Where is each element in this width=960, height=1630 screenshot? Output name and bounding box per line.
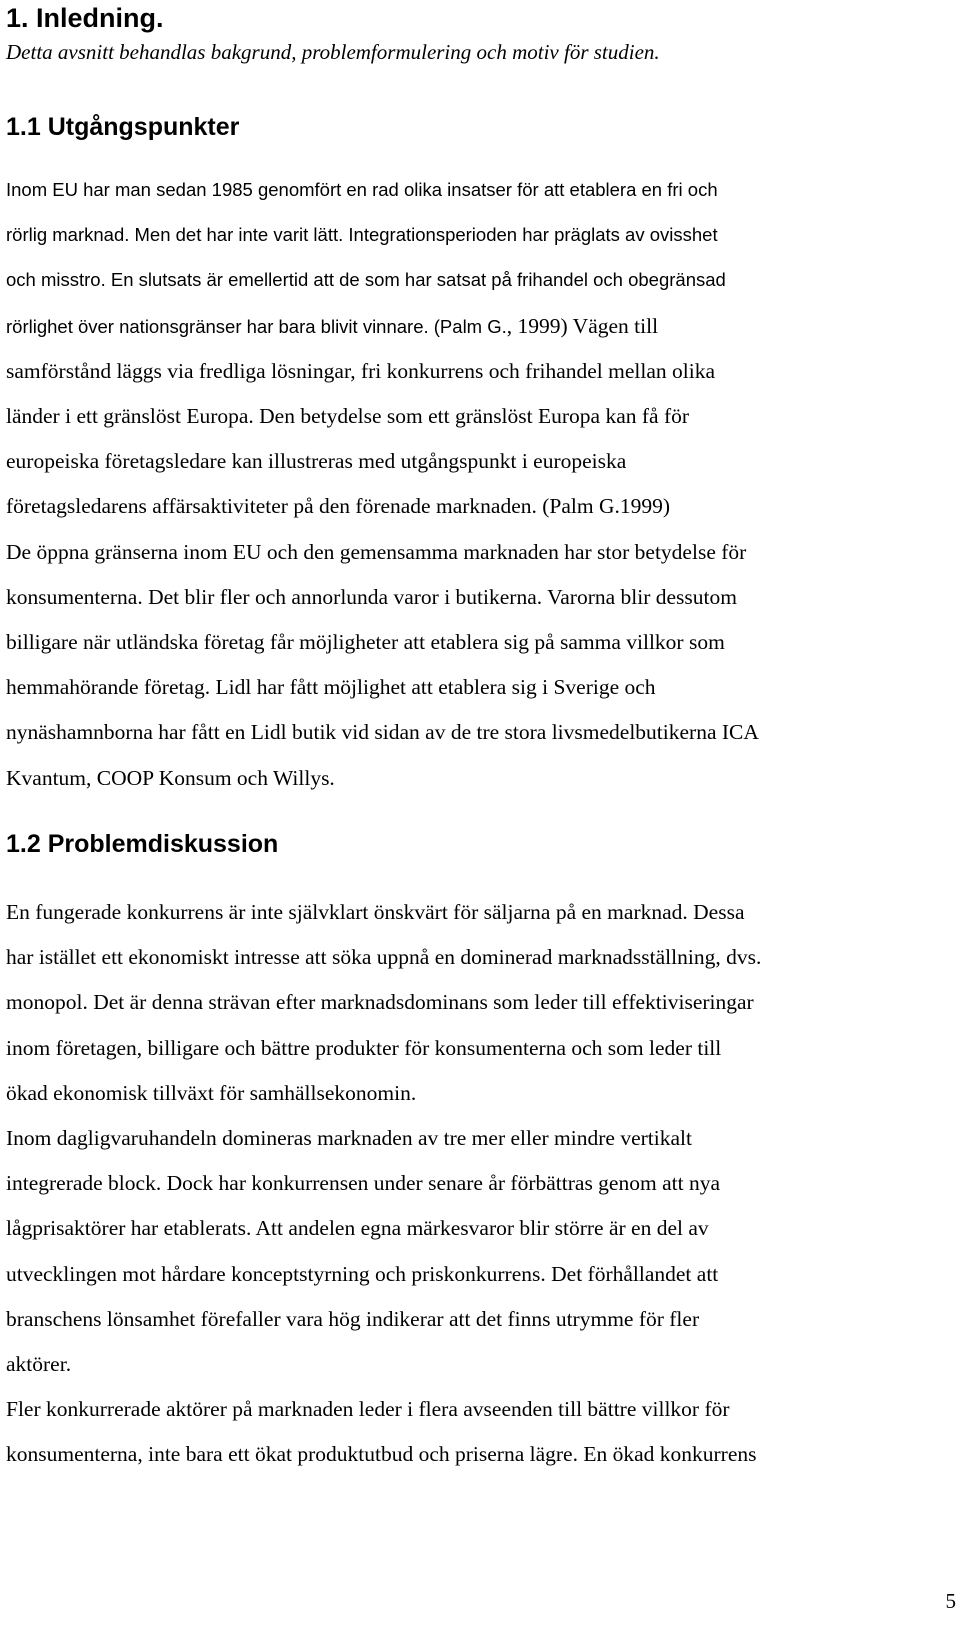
- text-line: [6, 764, 335, 793]
- text-segment: länder i ett gränslöst Europa. Den betydelse som ett gränslöst Europa kan få för: [6, 404, 690, 428]
- text-line: [6, 673, 656, 702]
- page-number: 5: [945, 1589, 956, 1613]
- text-segment: konsumenterna, inte bara ett ökat produktutbud och priserna lägre. En ökad konkurrens: [6, 1442, 757, 1467]
- text-segment: De öppna gränserna inom EU och den gemensamma marknaden har stor betydelse för: [6, 539, 747, 564]
- text-segment: hemmahörande företag. Lidl har fått möjlighet att etablera sig i Sverige och: [6, 675, 656, 700]
- text-segment: samförstånd läggs via fredliga lösningar, fri konkurrens och frihandel mellan olika: [6, 358, 716, 383]
- text-segment: Kvantum, COOP Konsum och Willys.: [6, 765, 335, 790]
- text-line: [6, 402, 689, 431]
- text-line: [6, 943, 761, 972]
- text-line: [6, 447, 626, 476]
- text-line: [6, 1214, 709, 1243]
- text-segment: , 1999) Vägen till: [506, 313, 659, 338]
- text-segment: ökad ekonomisk tillväxt för samhällsekonomin.: [6, 1080, 417, 1105]
- text-segment: rörlig marknad. Men det har inte varit lätt. Integrationsperioden har präglats av ovisshet: [6, 224, 718, 246]
- text-segment: konsumenterna. Det blir fler och annorlunda varor i butikerna. Varorna blir dessutom: [6, 584, 737, 609]
- text-segment: nynäshamnborna har fått en Lidl butik vid sidan av de tre stora livsmedelbutikerna ICA: [6, 720, 759, 745]
- text-segment: Inom dagligvaruhandeln domineras marknaden av tre mer eller mindre vertikalt: [6, 1126, 692, 1150]
- text-line: [6, 357, 715, 386]
- section-heading-utgangspunkter: 1.1 Utgångspunkter: [6, 113, 240, 141]
- chapter-intro: Detta avsnitt behandlas bakgrund, problemformulering och motiv för studien.: [6, 40, 660, 64]
- text-segment: europeiska företagsledare kan illustreras med utgångspunkt i europeiska: [6, 449, 627, 474]
- text-segment: Inom EU har man sedan 1985 genomfört en rad olika insatser för att etablera en fri och: [6, 179, 718, 200]
- text-line: [6, 1350, 71, 1379]
- text-line: [6, 1395, 730, 1424]
- text-segment: integrerade block. Dock har konkurrensen under senare år förbättras genom att nya: [6, 1171, 720, 1196]
- text-line: [6, 1124, 692, 1153]
- text-line: [6, 312, 658, 341]
- text-line: [6, 221, 718, 249]
- section-heading-problemdiskussion: 1.2 Problemdiskussion: [6, 830, 279, 858]
- text-line: [6, 538, 746, 567]
- text-segment: har istället ett ekonomiskt intresse att söka uppnå en dominerad marknadsställning, dvs.: [6, 945, 762, 970]
- text-line: [6, 1260, 718, 1289]
- text-segment: Fler konkurrerade aktörer på marknaden leder i flera avseenden till bättre villkor för: [6, 1397, 730, 1422]
- text-line: [6, 1440, 756, 1469]
- text-line: [6, 583, 737, 612]
- text-segment: monopol. Det är denna strävan efter marknadsdominans som leder till effektiviseringar: [6, 990, 754, 1015]
- text-line: [6, 898, 745, 927]
- text-line: [6, 176, 718, 204]
- text-segment: inom företagen, billigare och bättre produkter för konsumenterna och som leder till: [6, 1035, 722, 1060]
- text-segment: billigare när utländska företag får möjligheter att etablera sig på samma villkor som: [6, 630, 725, 654]
- text-segment: utvecklingen mot hårdare konceptstyrning och priskonkurrens. Det förhållandet att: [6, 1261, 719, 1286]
- text-line: [6, 628, 725, 657]
- text-segment: En fungerade konkurrens är inte självklart önskvärt för säljarna på en marknad. Dessa: [6, 900, 745, 924]
- text-line: [6, 266, 726, 294]
- text-segment: rörlighet över nationsgränser har bara blivit vinnare. (Palm G.: [6, 315, 507, 337]
- text-segment: lågprisaktörer har etablerats. Att andelen egna märkesvaror blir större är en del av: [6, 1216, 709, 1241]
- text-line: [6, 718, 759, 747]
- text-line: [6, 988, 754, 1017]
- text-line: [6, 1034, 721, 1063]
- text-segment: aktörer.: [6, 1352, 72, 1376]
- text-segment: företagsledarens affärsaktiviteter på den förenade marknaden. (Palm G.1999): [6, 494, 671, 519]
- text-segment: branschens lönsamhet förefaller vara hög indikerar att det finns utrymme för fler: [6, 1306, 700, 1331]
- text-line: [6, 1169, 720, 1198]
- text-segment: och misstro. En slutsats är emellertid att de som har satsat på frihandel och obegränsad: [6, 269, 726, 291]
- text-line: [6, 1079, 416, 1108]
- chapter-heading: 1. Inledning.: [6, 3, 164, 33]
- text-line: [6, 1305, 699, 1334]
- text-line: [6, 492, 670, 521]
